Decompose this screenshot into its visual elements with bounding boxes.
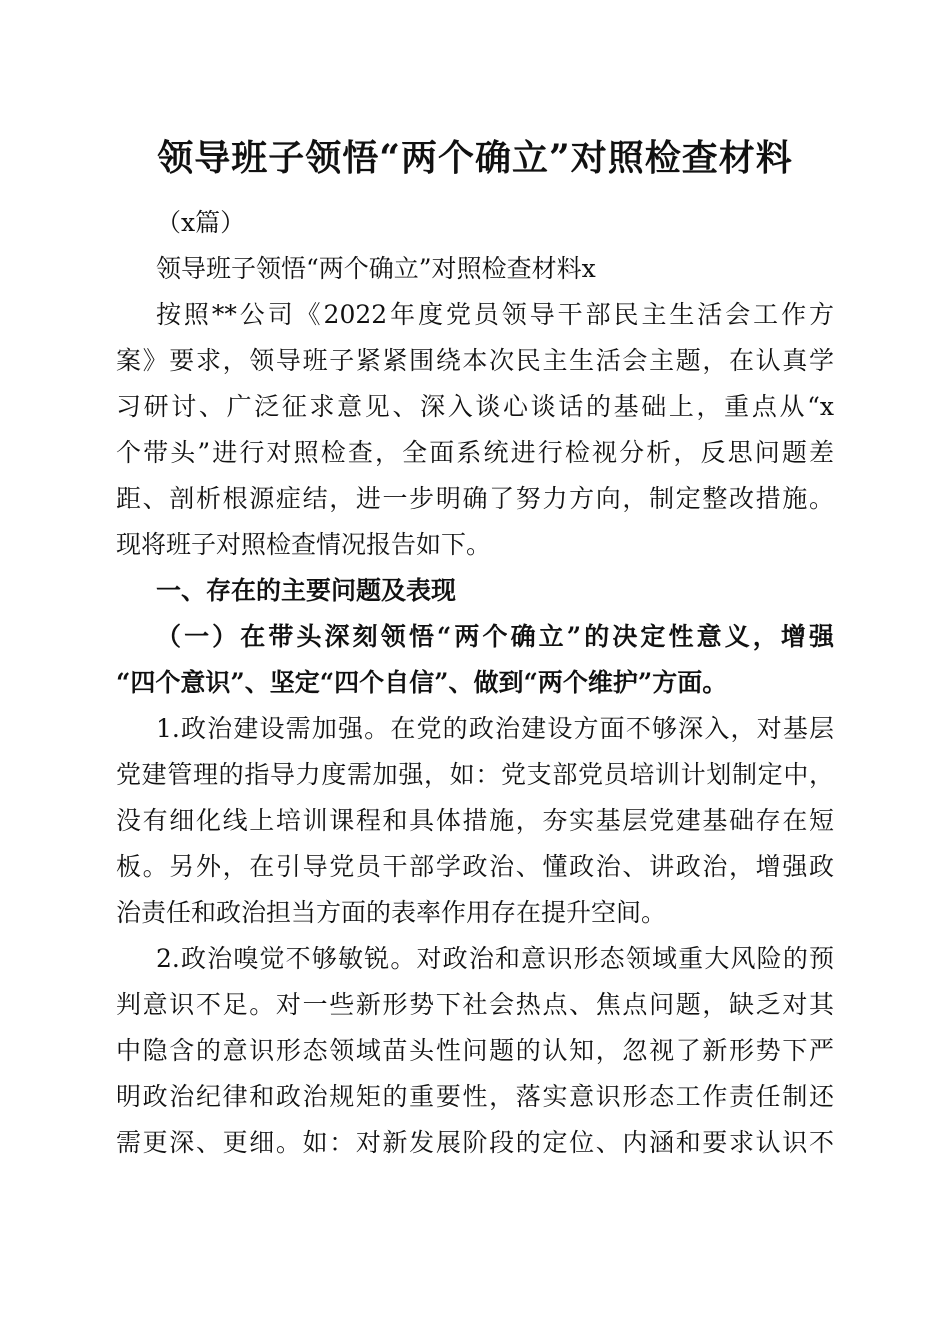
intro-line: 现将班子对照检查情况报告如下。 <box>116 530 492 559</box>
item-line: 板。另外，在引导党员干部学政治、懂政治、讲政治，增强政 <box>116 852 834 881</box>
item-line: 2.政治嗅觉不够敏锐。对政治和意识形态领域重大风险的预 <box>156 944 834 973</box>
item-line: 1.政治建设需加强。在党的政治建设方面不够深入，对基层 <box>156 714 834 743</box>
item-line: 党建管理的指导力度需加强，如：党支部党员培训计划制定中， <box>116 760 834 789</box>
intro-line: 个带头”进行对照检查，全面系统进行检视分析，反思问题差 <box>116 438 834 467</box>
item-line: 中隐含的意识形态领域苗头性问题的认知，忽视了新形势下严 <box>116 1036 834 1065</box>
item-line: 判意识不足。对一些新形势下社会热点、焦点问题，缺乏对其 <box>116 990 834 1019</box>
subtitle: （x篇） <box>156 208 246 237</box>
item-line: 没有细化线上培训课程和具体措施，夯实基层党建基础存在短 <box>116 806 834 835</box>
section-heading: 一、存在的主要问题及表现 <box>156 576 457 605</box>
item-line: 需更深、更细。如：对新发展阶段的定位、内涵和要求认识不 <box>116 1128 834 1157</box>
intro-line: 按照**公司《2022年度党员领导干部民主生活会工作方 <box>156 300 834 329</box>
subsection-heading-line: “四个意识”、坚定“四个自信”、做到“两个维护”方面。 <box>116 668 728 697</box>
intro-line: 案》要求，领导班子紧紧围绕本次民主生活会主题，在认真学 <box>116 346 834 375</box>
intro-line: 距、剖析根源症结，进一步明确了努力方向，制定整改措施。 <box>116 484 834 513</box>
document-body <box>116 200 834 1166</box>
doc-name-line: 领导班子领悟“两个确立”对照检查材料x <box>156 254 596 283</box>
intro-line: 习研讨、广泛征求意见、深入谈心谈话的基础上，重点从“x <box>116 392 834 421</box>
subsection-heading-line: （一）在带头深刻领悟“两个确立”的决定性意义，增强 <box>156 622 834 651</box>
document-title: 领导班子领悟“两个确立”对照检查材料 <box>157 137 793 179</box>
item-line: 治责任和政治担当方面的表率作用存在提升空间。 <box>116 898 667 927</box>
item-line: 明政治纪律和政治规矩的重要性，落实意识形态工作责任制还 <box>116 1082 834 1111</box>
